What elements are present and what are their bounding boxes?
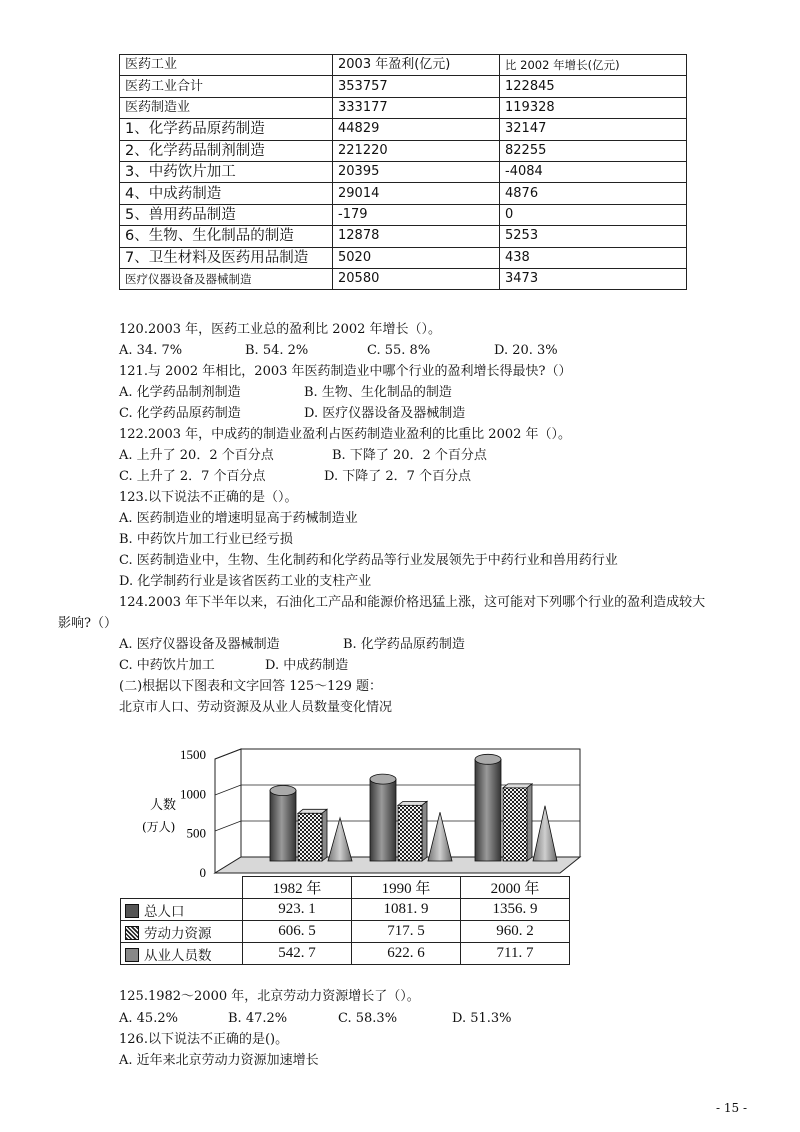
cylinder-body: [370, 779, 396, 861]
table-row: [121, 943, 570, 965]
table-row: [120, 226, 687, 247]
y-tick-label: 1000: [180, 786, 206, 802]
row-growth: 438: [500, 247, 687, 268]
q123-option-c: C. 医药制造业中，生物、生化制药和化学药品等行业发展领先于中药行业和兽用药行业: [119, 553, 618, 568]
cylinder-top: [370, 774, 396, 784]
row-profit: 5020: [333, 247, 500, 268]
row-growth: 32147: [500, 119, 687, 140]
row-growth: 5253: [500, 226, 687, 247]
row-profit: 20395: [333, 161, 500, 182]
row-name: 5、兽用药品制造: [120, 204, 333, 225]
table-row: [121, 899, 570, 921]
data-label: 923. 1: [243, 899, 352, 921]
data-label: 542. 7: [243, 943, 352, 965]
data-label: 1081. 9: [352, 899, 461, 921]
row-growth: 0: [500, 204, 687, 225]
row-growth: 119328: [500, 97, 687, 118]
legend-total-population: 总人口: [144, 903, 185, 920]
q121-option-c: C. 化学药品原药制造: [119, 406, 241, 421]
row-profit: 20580: [333, 268, 500, 289]
chart-title: 北京市人口、劳动资源及从业人员数量变化情况: [119, 700, 393, 715]
row-profit: 12878: [333, 226, 500, 247]
legend-labor-resources: 劳动力资源: [144, 925, 212, 942]
row-growth: 3473: [500, 268, 687, 289]
cylinder-body: [475, 759, 501, 861]
chart-data-table: [120, 876, 570, 965]
table-row: [120, 119, 687, 140]
box-side: [527, 784, 532, 861]
row-name: 3、中药饮片加工: [120, 161, 333, 182]
question-123-stem: 123.以下说法不正确的是（）。: [119, 490, 298, 505]
table-row: [121, 921, 570, 943]
row-name: 1、化学药品原药制造: [120, 119, 333, 140]
table-row: [120, 140, 687, 161]
q121-option-a: A. 化学药品制剂制造: [119, 385, 241, 400]
box-side: [322, 809, 327, 861]
row-growth: 122845: [500, 76, 687, 97]
y-axis-label-2: (万人): [142, 820, 176, 834]
cylinder-top: [475, 754, 501, 764]
table-header-row: [120, 55, 687, 76]
page-number: - 15 -: [716, 1101, 748, 1115]
q122-option-d: D. 下降了 2．7 个百分点: [324, 469, 472, 484]
bar-total-population: [370, 774, 396, 861]
category-2000: 2000 年: [461, 877, 570, 899]
table-header-row: [121, 877, 570, 899]
table-row: [120, 161, 687, 182]
q122-option-c: C. 上升了 2．7 个百分点: [119, 469, 266, 484]
row-profit: 333177: [333, 97, 500, 118]
q125-option-b: B. 47.2%: [228, 1011, 288, 1026]
row-growth: 4876: [500, 183, 687, 204]
category-1982: 1982 年: [243, 877, 352, 899]
q120-option-c: C. 55. 8%: [367, 343, 431, 358]
box-front: [398, 805, 422, 861]
q123-option-d: D. 化学制药行业是该省医药工业的支柱产业: [119, 574, 372, 589]
row-growth: -4084: [500, 161, 687, 182]
row-name: 医药制造业: [120, 97, 333, 118]
row-growth: 82255: [500, 140, 687, 161]
bar-labor-resources: [398, 801, 427, 861]
chart-side-wall: [215, 749, 241, 873]
row-name: 医药工业合计: [120, 76, 333, 97]
row-profit: 353757: [333, 76, 500, 97]
y-tick-label: 0: [199, 865, 206, 877]
y-tick-label: 1500: [180, 747, 206, 762]
question-120-stem: 120.2003 年，医药工业总的盈利比 2002 年增长（）。: [119, 322, 442, 337]
row-profit: 221220: [333, 140, 500, 161]
chart-y-ticks: [180, 747, 206, 877]
row-profit: -179: [333, 204, 500, 225]
bar-labor-resources: [298, 809, 327, 861]
q122-option-a: A. 上升了 20．2 个百分点: [119, 448, 274, 463]
cylinder-top: [270, 786, 296, 796]
table-row: [120, 247, 687, 268]
box-front: [503, 788, 527, 861]
q124-option-a: A. 医疗仪器设备及器械制造: [119, 637, 280, 652]
data-label: 606. 5: [243, 921, 352, 943]
row-name: 7、卫生材料及医药用品制造: [120, 247, 333, 268]
box-side: [422, 801, 427, 861]
q123-option-a: A. 医药制造业的增速明显高于药械制造业: [119, 511, 358, 526]
data-label: 711. 7: [461, 943, 570, 965]
row-name: 医疗仪器设备及器械制造: [120, 268, 333, 289]
q125-option-a: A. 45.2%: [119, 1011, 178, 1026]
row-profit: 29014: [333, 183, 500, 204]
q121-option-b: B. 生物、生化制品的制造: [304, 385, 452, 400]
q124-option-c: C. 中药饮片加工: [119, 658, 215, 673]
box-front: [298, 813, 322, 861]
row-name: 2、化学药品制剂制造: [120, 140, 333, 161]
q124-option-b: B. 化学药品原药制造: [343, 637, 465, 652]
y-axis-label-1: 人数: [150, 798, 177, 813]
category-1990: 1990 年: [352, 877, 461, 899]
y-tick-label: 500: [186, 825, 206, 841]
header-industry: 医药工业: [120, 55, 333, 76]
q123-option-b: B. 中药饮片加工行业已经亏损: [119, 532, 293, 547]
table-row: [120, 97, 687, 118]
question-124-stem-cont: 影响?（）: [58, 616, 117, 631]
legend-swatch-employed: [125, 948, 139, 962]
q120-option-b: B. 54. 2%: [245, 343, 309, 358]
population-chart: [120, 745, 590, 877]
section-heading: (二)根据以下图表和文字回答 125～129 题：: [119, 679, 383, 694]
data-label: 1356. 9: [461, 899, 570, 921]
legend-employed: 从业人员数: [144, 947, 212, 964]
q120-option-a: A. 34. 7%: [119, 343, 183, 358]
question-124-stem: 124.2003 年下半年以来，石油化工产品和能源价格迅猛上涨，这可能对下列哪个行业的盈利造成较大: [119, 595, 706, 610]
data-label: 960. 2: [461, 921, 570, 943]
q120-option-d: D. 20. 3%: [494, 343, 558, 358]
data-label: 717. 5: [352, 921, 461, 943]
pharma-profit-table: [119, 54, 687, 290]
q125-option-c: C. 58.3%: [338, 1011, 398, 1026]
table-row: [120, 183, 687, 204]
q126-option-a: A. 近年来北京劳动力资源加速增长: [119, 1053, 319, 1068]
q125-option-d: D. 51.3%: [452, 1011, 512, 1026]
question-126-stem: 126.以下说法不正确的是()。: [119, 1032, 289, 1047]
bar-labor-resources: [503, 784, 532, 861]
row-name: 4、中成药制造: [120, 183, 333, 204]
header-growth: 比 2002 年增长(亿元): [500, 55, 687, 76]
legend-swatch-labor: [125, 926, 139, 940]
question-121-stem: 121.与 2002 年相比，2003 年医药制造业中哪个行业的盈利增长得最快?（）: [119, 364, 572, 379]
bar-total-population: [270, 786, 296, 861]
legend-swatch-total: [125, 904, 139, 918]
table-row: [120, 204, 687, 225]
header-profit: 2003 年盈利(亿元): [333, 55, 500, 76]
table-row: [120, 268, 687, 289]
row-name: 6、生物、生化制品的制造: [120, 226, 333, 247]
question-125-stem: 125.1982～2000 年，北京劳动力资源增长了（）。: [119, 989, 420, 1004]
q122-option-b: B. 下降了 20．2 个百分点: [332, 448, 487, 463]
q124-option-d: D. 中成药制造: [265, 658, 349, 673]
row-profit: 44829: [333, 119, 500, 140]
bar-total-population: [475, 754, 501, 861]
q121-option-d: D. 医疗仪器设备及器械制造: [304, 406, 466, 421]
cylinder-body: [270, 791, 296, 861]
data-label: 622. 6: [352, 943, 461, 965]
table-row: [120, 76, 687, 97]
question-122-stem: 122.2003 年，中成药的制造业盈利占医药制造业盈利的比重比 2002 年（）。: [119, 427, 572, 442]
